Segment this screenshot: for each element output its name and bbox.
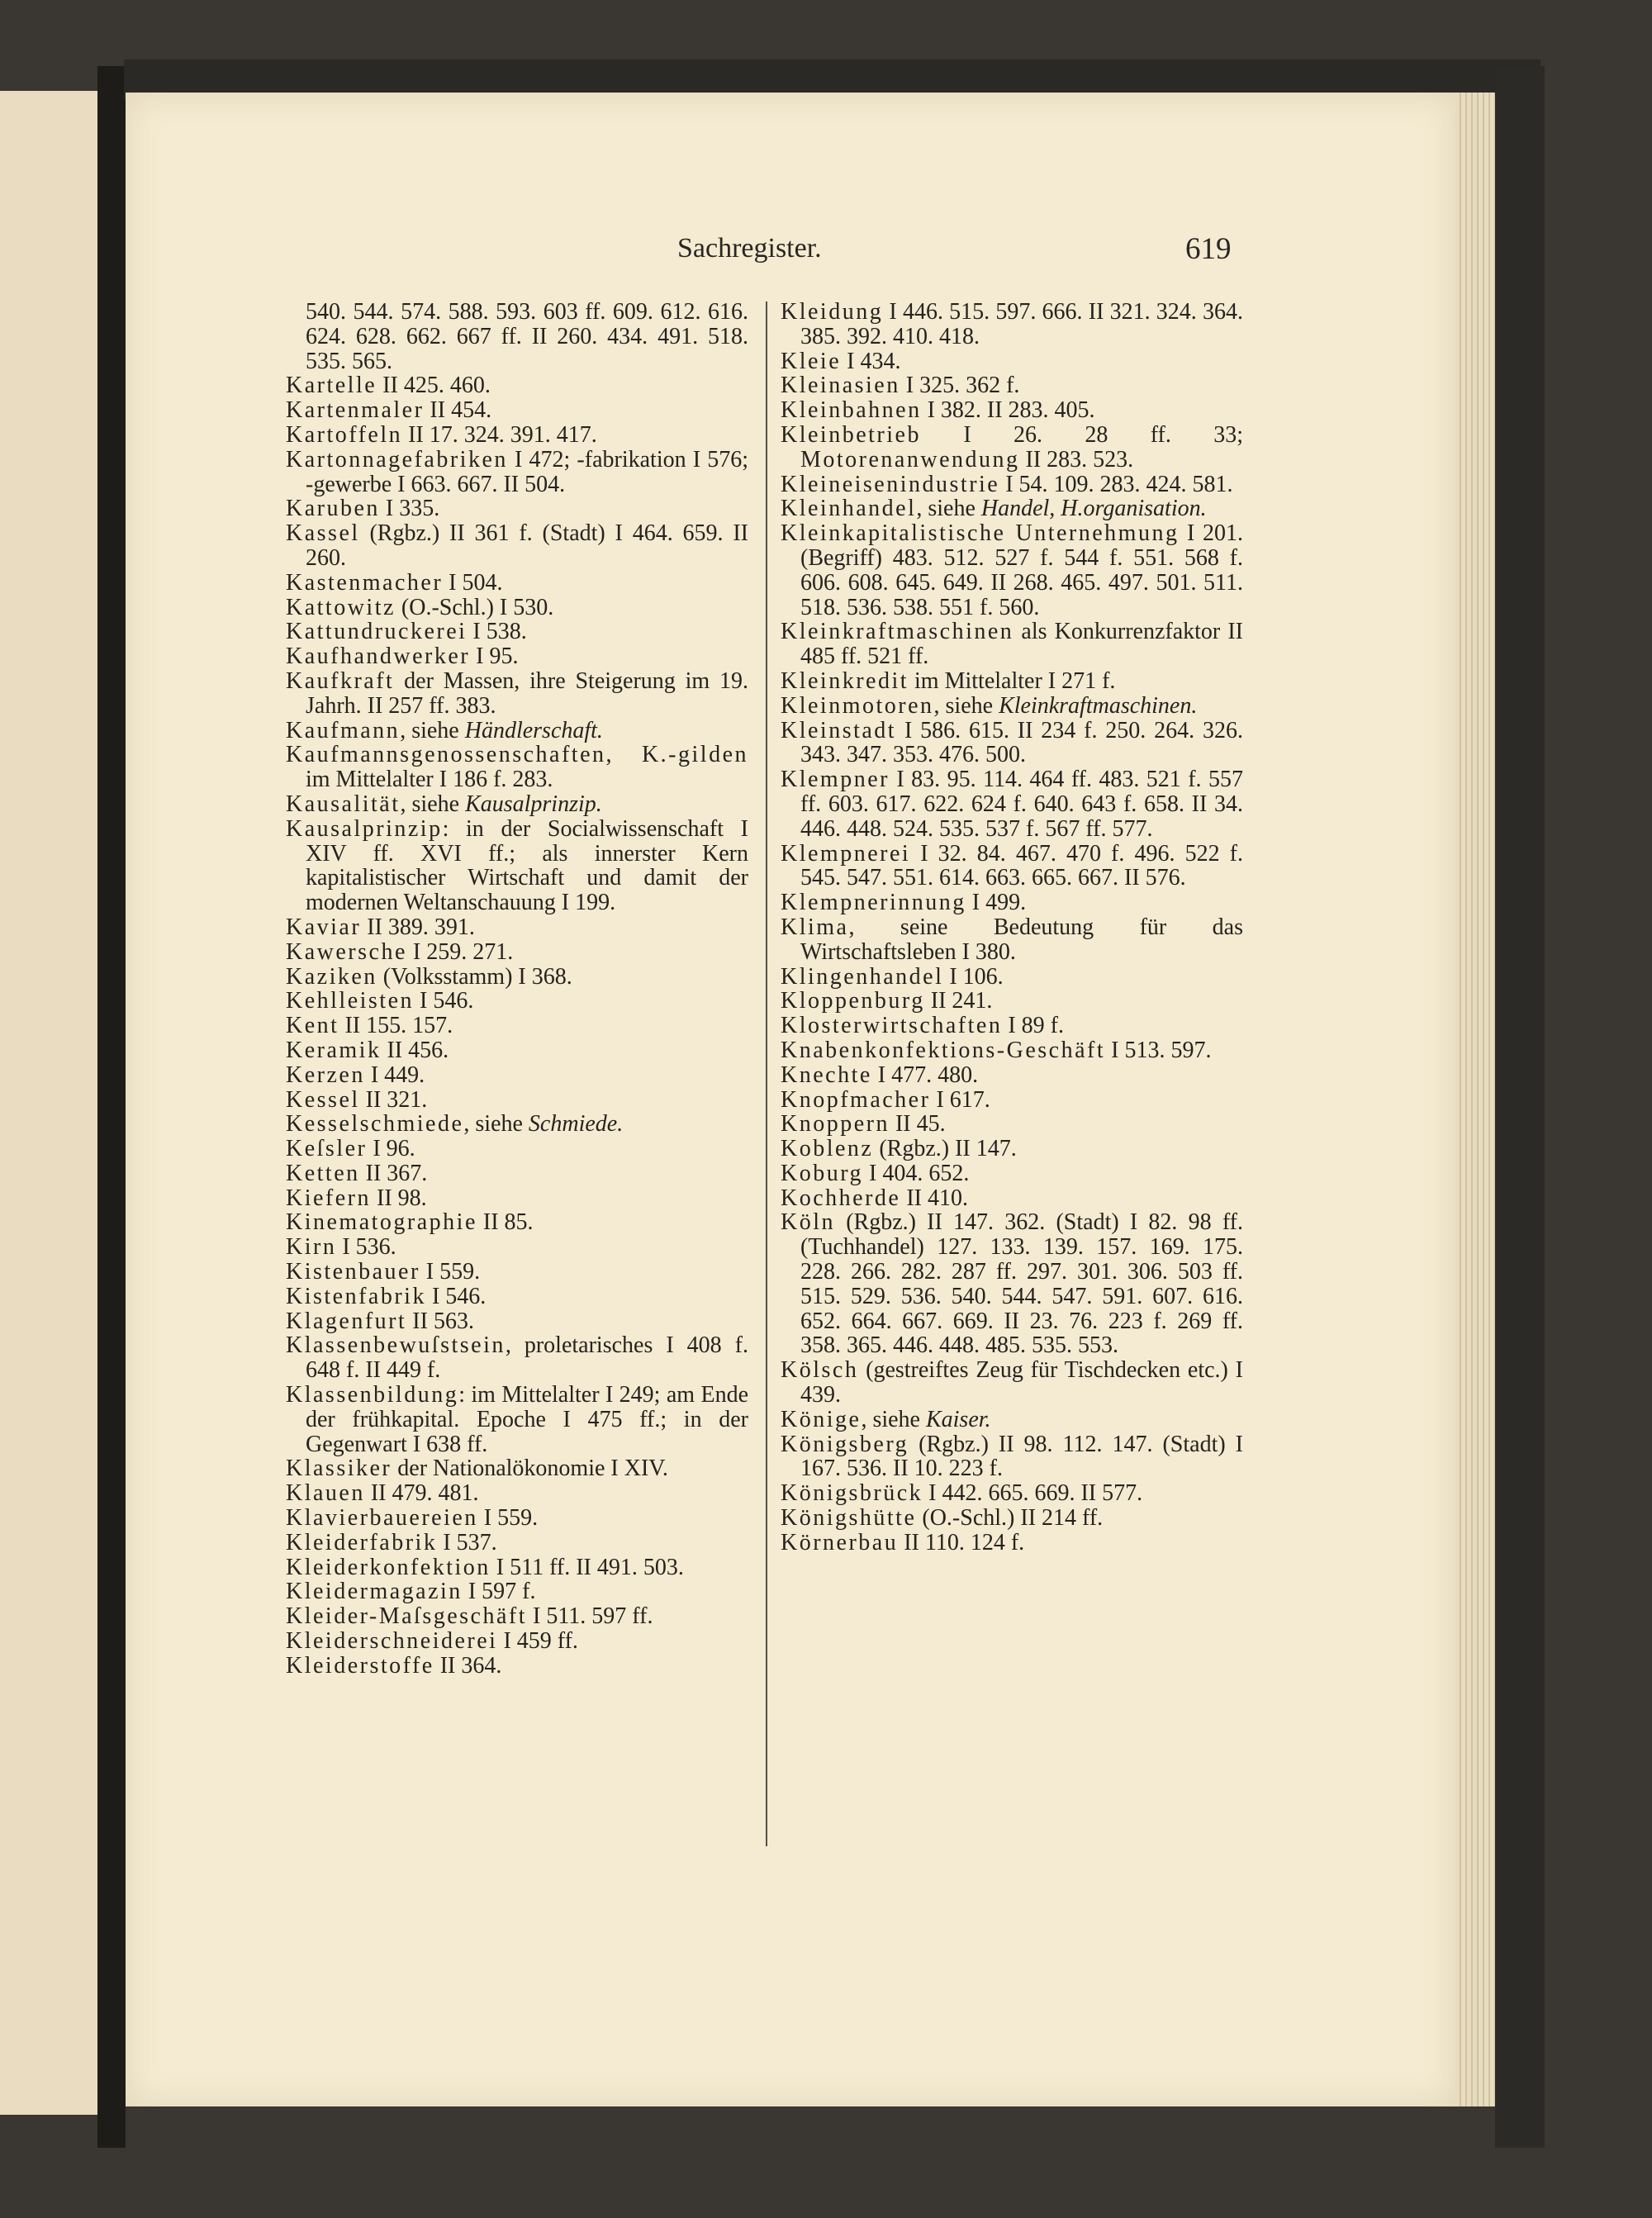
entry-headword: Kaziken <box>286 963 377 990</box>
entry-locator: I 477. 480. <box>871 1062 979 1088</box>
entry-locator: I 325. 362 f. <box>900 373 1020 399</box>
entry-locator: I 259. 271. <box>406 938 514 965</box>
index-entry <box>286 521 748 571</box>
index-entry <box>286 1186 748 1211</box>
index-entry <box>781 1112 1243 1137</box>
index-entry <box>286 817 748 915</box>
entry-locator: (gestreiftes Zeug für Tischdecken etc.) I 439. <box>800 1357 1243 1408</box>
entry-headword: Klempnerinnung <box>781 890 966 916</box>
index-entry <box>781 1358 1243 1408</box>
entry-locator: I 442. 665. 669. II 577. <box>923 1480 1143 1507</box>
entry-locator: I 54. 109. 283. 424. 581. <box>999 471 1233 497</box>
entry-headword: Knoppern <box>781 1111 890 1137</box>
entry-headword: Kleinasien <box>781 373 900 399</box>
entry-headword: Kleidung <box>781 299 884 325</box>
entry-headword: Kleidermagazin <box>286 1579 463 1605</box>
entry-locator: I 459 ff. <box>497 1628 578 1655</box>
entry-locator: , siehe <box>861 1406 926 1432</box>
entry-locator: (O.-Schl.) II 214 ff. <box>916 1505 1104 1532</box>
cross-reference: Kausalprinzip. <box>465 791 602 817</box>
index-entry <box>286 571 748 596</box>
index-entry <box>781 1210 1243 1358</box>
index-entry <box>781 473 1243 497</box>
entry-headword: Klassenbildung <box>286 1382 459 1408</box>
entry-locator: I 89 f. <box>1002 1013 1064 1039</box>
index-entry <box>781 1088 1243 1113</box>
entry-headword: Kirn <box>286 1234 337 1261</box>
entry-headword: Kleinbetrieb <box>781 421 921 448</box>
index-entry <box>781 989 1243 1014</box>
index-entry <box>781 1161 1243 1186</box>
entry-headword: Klingenhandel <box>781 963 944 990</box>
entry-headword: Kleiderstoffe <box>286 1652 434 1679</box>
index-entry <box>286 1555 748 1580</box>
index-entry <box>781 1408 1243 1432</box>
entry-headword: Königshütte <box>781 1505 917 1532</box>
index-entry <box>286 1383 748 1456</box>
entry-headword: Klassenbewuſstsein <box>286 1332 506 1359</box>
index-entry <box>781 423 1243 473</box>
entry-locator: , siehe <box>933 692 999 719</box>
entry-locator: II 456. <box>381 1037 449 1063</box>
cross-reference: Händlerschaft. <box>464 717 603 743</box>
index-column-left <box>286 300 748 1679</box>
index-entry <box>286 719 748 743</box>
entry-locator: II 454. <box>424 397 492 424</box>
index-entry <box>781 719 1243 768</box>
entry-locator: II 367. <box>359 1160 428 1186</box>
cross-reference: Schmiede. <box>528 1111 624 1137</box>
cross-reference: Handel, H.organisation. <box>980 496 1207 522</box>
index-entry <box>781 521 1243 620</box>
entry-locator: , siehe <box>916 496 981 522</box>
index-entry <box>781 349 1243 374</box>
index-entry <box>781 1506 1243 1531</box>
entry-headword: Kleinbahnen <box>781 397 922 424</box>
entry-locator: I 449. <box>364 1062 425 1088</box>
index-entry <box>781 496 1243 521</box>
entry-locator: I 26. 28 ff. 33; <box>920 421 1243 448</box>
entry-locator: I 537. <box>437 1529 497 1555</box>
entry-locator: I 446. 515. 597. 666. II 321. 324. 364. 385. 392. 410. 418. <box>800 299 1243 349</box>
entry-headword: Kartoffeln <box>286 421 403 448</box>
entry-headword: Kiefern <box>286 1185 372 1211</box>
entry-headword: Karuben <box>286 496 380 522</box>
index-entry <box>286 989 748 1014</box>
entry-headword: Knabenkonfektions-Geschäft <box>781 1037 1106 1063</box>
entry-headword: Kartonnagefabriken <box>286 446 508 473</box>
entry-locator: , proletarisches I 408 f. 648 f. II 449 f. <box>306 1332 748 1384</box>
entry-headword: Klauen <box>286 1480 365 1507</box>
index-entry <box>286 1137 748 1161</box>
entry-locator: II 563. <box>406 1308 474 1334</box>
entry-headword: Kattundruckerei <box>286 619 468 645</box>
entry-locator: : in der Socialwissenschaft I XIV ff. XVI ff.; als innerster Kern kapitalistischer Wirtschaft und damit der modernen Weltanschauung I 199. <box>306 815 748 916</box>
index-entry <box>286 620 748 644</box>
index-entry <box>286 1063 748 1088</box>
index-entry <box>286 448 748 497</box>
entry-locator: I 513. 597. <box>1105 1037 1212 1063</box>
cross-reference: Kaiser. <box>925 1406 991 1432</box>
entry-headword: Kastenmacher <box>286 569 444 596</box>
entry-headword: Kleinmotoren <box>781 692 934 719</box>
entry-locator: I 95. <box>470 644 519 670</box>
entry-headword: Klavierbauereien <box>286 1505 478 1532</box>
index-entry <box>286 1506 748 1531</box>
entry-headword: Keſsler <box>286 1136 368 1162</box>
index-entry <box>286 1531 748 1555</box>
index-entry <box>286 1210 748 1235</box>
entry-locator: I 538. <box>467 619 527 645</box>
entry-locator: I 83. 95. 114. 464 ff. 483. 521 f. 557 ff. 603. 617. 622. 624 f. 640. 643 f. 658. II 34. 446. 448. 524. 535. 537 f. 567 ff. 577. <box>800 767 1243 842</box>
entry-locator: , siehe <box>400 791 466 817</box>
entry-locator: II 364. <box>434 1652 502 1679</box>
entry-locator: I 597 f. <box>462 1579 536 1605</box>
previous-page-edge <box>0 91 100 2115</box>
index-entry <box>286 1038 748 1063</box>
entry-locator: : im Mittelalter I 249; am Ende der frühkapital. Epoche I 475 ff.; in der Gegenwart I 638 ff. <box>306 1382 748 1457</box>
entry-locator: I 472; -fabrikation I 576; -gewerbe I 663. 667. II 504. <box>306 446 748 497</box>
entry-headword: Kattowitz <box>286 594 396 620</box>
entry-headword: Kistenfabrik <box>286 1283 426 1309</box>
entry-headword: Königsberg <box>781 1431 909 1457</box>
entry-headword: Kleinkapitalistische Unternehmung <box>781 520 1180 547</box>
index-entry <box>286 743 748 792</box>
index-entry <box>286 965 748 990</box>
entry-headword: Kleinkraftmaschinen <box>781 619 1014 645</box>
entry-headword: Klempnerei <box>781 840 911 867</box>
index-entry <box>781 1481 1243 1506</box>
entry-locator: (Volksstamm) I 368. <box>377 963 572 990</box>
entry-locator: I 586. 615. II 234 f. 250. 264. 326. 343. 347. 353. 476. 500. <box>800 717 1243 768</box>
entry-locator: II 98. <box>371 1185 427 1211</box>
index-entry <box>286 1456 748 1481</box>
entry-headword: Kaufmann <box>286 717 401 743</box>
entry-locator: I 511 ff. II 491. 503. <box>490 1554 684 1580</box>
entry-headword: Kaufhandwerker <box>286 644 471 670</box>
index-entry <box>286 1260 748 1285</box>
index-entry <box>286 1654 748 1679</box>
index-entry <box>781 300 1243 349</box>
index-entry <box>286 1014 748 1038</box>
entry-locator: im Mittelalter I 186 f. 283. <box>306 767 553 793</box>
entry-locator: I 511. 597 ff. <box>527 1603 653 1630</box>
entry-locator: , siehe <box>463 1111 529 1137</box>
entry-headword: Koblenz <box>781 1136 874 1162</box>
index-entry <box>286 1112 748 1137</box>
index-entry <box>286 1309 748 1334</box>
entry-locator: I 617. <box>930 1086 990 1113</box>
entry-locator: , seine Bedeutung für das Wirtschaftsleben I 380. <box>800 914 1243 965</box>
index-entry <box>286 1604 748 1629</box>
index-entry <box>781 1063 1243 1088</box>
page-stack-edges <box>1455 93 1495 2106</box>
entry-locator: II 85. <box>477 1209 534 1236</box>
entry-headword: Kleinhandel <box>781 496 917 522</box>
entry-headword: Kleineisenindustrie <box>781 471 1000 497</box>
entry-headword: Kloppenburg <box>781 988 925 1014</box>
index-entry <box>286 1235 748 1260</box>
entry-locator: II 45. <box>889 1111 946 1137</box>
entry-headword: Kawersche <box>286 938 407 965</box>
entry-headword: Kassel <box>286 520 360 547</box>
index-entry <box>781 891 1243 915</box>
entry-headword: Kleie <box>781 348 842 374</box>
entry-locator: der Nationalökonomie I XIV. <box>392 1456 668 1482</box>
index-entry <box>286 1285 748 1309</box>
entry-headword: Kleiderkonfektion <box>286 1554 491 1580</box>
entry-locator: I 499. <box>966 890 1027 916</box>
entry-subheadword: Motorenanwendung <box>800 446 1020 473</box>
entry-headword: Koburg <box>781 1160 864 1186</box>
entry-locator: II 283. 523. <box>1019 446 1134 473</box>
entry-locator: (Rgbz.) II 98. 112. 147. (Stadt) I 167. 536. II 10. 223 f. <box>800 1431 1243 1482</box>
entry-headword: Kistenbauer <box>286 1259 420 1285</box>
entry-headword: Könige <box>781 1406 862 1432</box>
entry-locator: im Mittelalter I 271 f. <box>909 667 1116 694</box>
entry-headword: Kleinstadt <box>781 717 897 743</box>
index-entry <box>286 1629 748 1654</box>
entry-headword: Kaufmannsgenossenschaften, K.-gilden <box>286 742 748 768</box>
entry-headword: Kessel <box>286 1086 360 1113</box>
entry-locator: II 410. <box>900 1185 968 1211</box>
entry-locator: II 479. 481. <box>364 1480 479 1507</box>
entry-headword: Kochherde <box>781 1185 901 1211</box>
entry-headword: Kleiderfabrik <box>286 1529 438 1555</box>
index-entry <box>286 1161 748 1186</box>
entry-locator: I 546. <box>425 1283 487 1309</box>
index-entry <box>286 423 748 448</box>
entry-headword: Klempner <box>781 767 890 793</box>
entry-locator: I 434. <box>841 348 901 374</box>
entry-headword: Kausalität <box>286 791 401 817</box>
entry-headword: Kleinkredit <box>781 667 909 694</box>
entry-headword: Kehlleisten <box>286 988 415 1014</box>
index-entry <box>286 300 748 373</box>
entry-locator: I 504. <box>443 569 503 596</box>
entry-locator: II 155. 157. <box>339 1013 453 1039</box>
column-divider <box>766 302 767 1846</box>
entry-headword: Ketten <box>286 1160 360 1186</box>
index-entry <box>286 915 748 940</box>
page-number: 619 <box>1185 232 1232 266</box>
index-entry <box>286 644 748 669</box>
index-entry <box>781 694 1243 719</box>
index-entry <box>781 767 1243 841</box>
index-entry <box>781 620 1243 669</box>
entry-locator: II 110. 124 f. <box>898 1529 1025 1555</box>
index-entry <box>286 940 748 965</box>
entry-locator: II 321. <box>359 1086 428 1113</box>
index-entry <box>286 669 748 719</box>
entry-headword: Kesselschmiede <box>286 1111 464 1137</box>
entry-locator: II 389. 391. <box>361 914 475 940</box>
entry-locator: I 536. <box>336 1234 396 1261</box>
index-entry <box>781 398 1243 423</box>
entry-headword: Klagenfurt <box>286 1308 407 1334</box>
index-entry <box>781 669 1243 694</box>
index-entry <box>781 373 1243 398</box>
entry-headword: Kleider-Maſsgeschäft <box>286 1603 528 1630</box>
entry-locator: I 96. <box>367 1136 415 1162</box>
entry-locator: (O.-Schl.) I 530. <box>395 594 554 620</box>
entry-locator: I 559. <box>477 1505 539 1532</box>
entry-locator: (Rgbz.) II 147. <box>873 1136 1017 1162</box>
entry-locator: I 106. <box>943 963 1004 990</box>
index-entry <box>286 496 748 521</box>
entry-locator: (Rgbz.) II 361 f. (Stadt) I 464. 659. II 260. <box>306 520 748 571</box>
entry-headword: Klassiker <box>286 1456 392 1482</box>
entry-locator: I 559. <box>420 1259 481 1285</box>
entry-headword: Knopfmacher <box>781 1086 931 1113</box>
entry-headword: Kartelle <box>286 373 377 399</box>
running-head: Sachregister. <box>677 233 822 264</box>
entry-locator: I 201. (Begriff) 483. 512. 527 f. 544 f. 551. 568 f. 606. 608. 645. 649. II 268. 465. 497. 501. 511. 518. 536. 538. 551 f. 560. <box>800 520 1243 620</box>
entry-headword: Kinematographie <box>286 1209 477 1236</box>
entry-locator: II 425. 460. <box>377 373 491 399</box>
entry-locator: II 241. <box>924 988 993 1014</box>
entry-headword: Klosterwirtschaften <box>781 1013 1003 1039</box>
book-cover-right <box>1495 66 1545 2148</box>
entry-locator: II 17. 324. 391. 417. <box>402 421 597 448</box>
entry-headword: Kausalprinzip <box>286 815 443 842</box>
index-entry <box>781 915 1243 965</box>
index-entry <box>781 1432 1243 1482</box>
index-entry <box>781 965 1243 990</box>
index-entry <box>286 1579 748 1604</box>
index-entry <box>781 1038 1243 1063</box>
entry-locator: , siehe <box>400 717 465 743</box>
index-entry <box>286 792 748 817</box>
index-entry <box>286 373 748 398</box>
entry-headword: Knechte <box>781 1062 872 1088</box>
entry-headword: Kerzen <box>286 1062 365 1088</box>
entry-headword: Kölsch <box>781 1357 859 1384</box>
entry-locator: I 404. 652. <box>863 1160 970 1186</box>
entry-headword: Kleiderschneiderei <box>286 1628 498 1655</box>
entry-headword: Körnerbau <box>781 1529 899 1555</box>
index-entry <box>781 1531 1243 1555</box>
book-gutter <box>97 66 126 2148</box>
entry-locator: I 382. II 283. 405. <box>921 397 1095 424</box>
entry-locator: I 32. 84. 467. 470 f. 496. 522 f. 545. 547. 551. 614. 663. 665. 667. II 576. <box>800 840 1243 891</box>
index-entry <box>286 596 748 620</box>
index-entry <box>286 1088 748 1113</box>
cross-reference: Kleinkraftmaschinen. <box>999 692 1198 719</box>
entry-locator: I 546. <box>414 988 474 1014</box>
entry-locator: I 335. <box>379 496 440 522</box>
entry-headword: Klima <box>781 914 849 940</box>
entry-headword: Kent <box>286 1013 339 1039</box>
index-entry <box>781 1137 1243 1161</box>
entry-locator: (Rgbz.) II 147. 362. (Stadt) I 82. 98 ff. (Tuchhandel) 127. 133. 139. 157. 169. 175. 228. 266. 282. 287 ff. 297. 301. 306. 503 ff. 515. 529. 536. 540. 544. 547. 591. 607. 616. 652. 664. 667. 669. II 23. 76. 223 f. 269 ff. 358. 365. 446. 448. 485. 535. 553. <box>800 1209 1243 1359</box>
index-entry <box>286 1481 748 1506</box>
index-column-right <box>781 300 1243 1555</box>
entry-locator: als Konkurrenzfaktor II 485 ff. 521 ff. <box>800 619 1243 670</box>
entry-headword: Kartenmaler <box>286 397 425 424</box>
index-entry <box>781 1014 1243 1038</box>
index-entry <box>781 1186 1243 1211</box>
index-entry <box>286 1333 748 1383</box>
entry-headword: Königsbrück <box>781 1480 923 1507</box>
index-entry <box>286 398 748 423</box>
entry-headword: Kaufkraft <box>286 667 395 694</box>
entry-locator: 540. 544. 574. 588. 593. 603 ff. 609. 612. 616. 624. 628. 662. 667 ff. II 260. 434. 491. 518. 535. 565. <box>306 299 748 374</box>
entry-locator: der Massen, ihre Steigerung im 19. Jahrh. II 257 ff. 383. <box>306 667 748 719</box>
index-entry <box>781 842 1243 891</box>
entry-headword: Kaviar <box>286 914 362 940</box>
entry-headword: Köln <box>781 1209 835 1236</box>
entry-headword: Keramik <box>286 1037 382 1063</box>
